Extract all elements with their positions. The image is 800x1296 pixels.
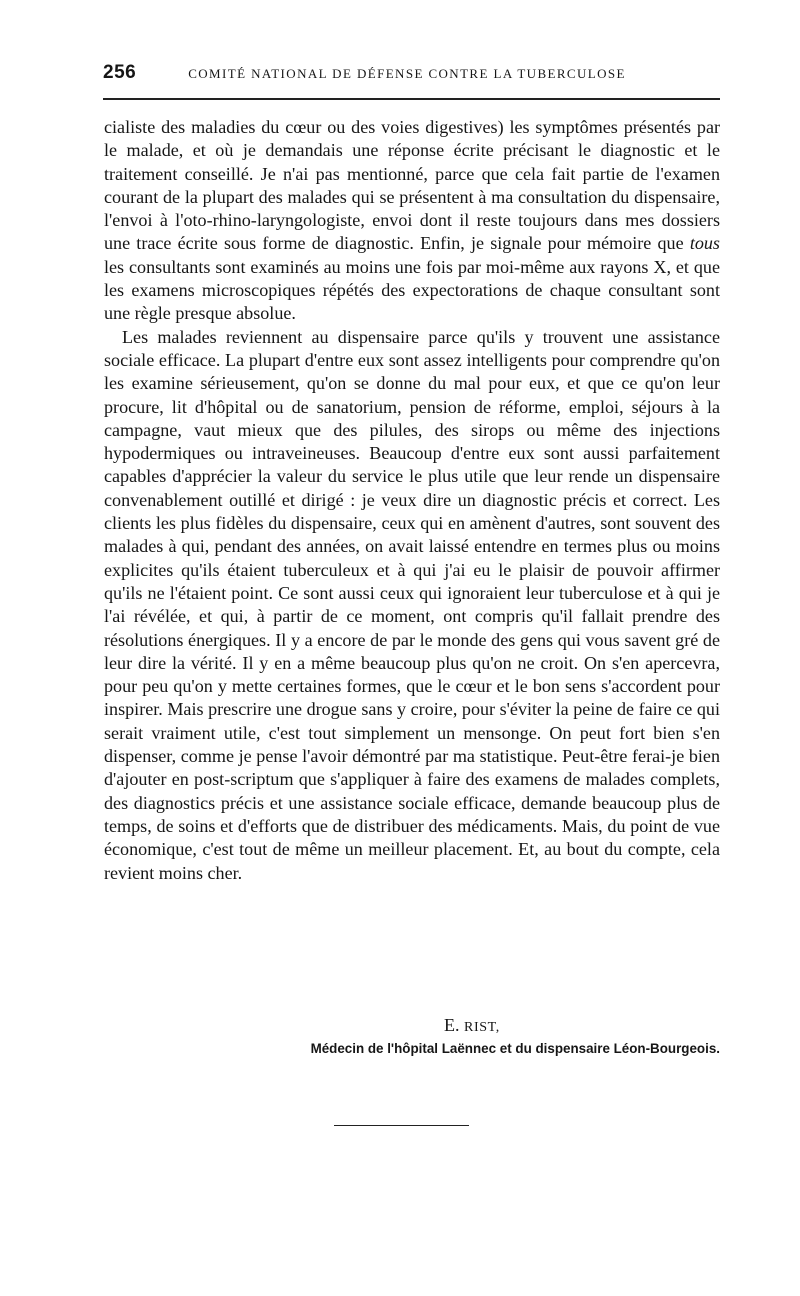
running-title: COMITÉ NATIONAL DE DÉFENSE CONTRE LA TUBERCULOSE — [188, 66, 626, 81]
author-affiliation: Médecin de l'hôpital Laënnec et du dispensaire Léon-Bourgeois. — [310, 1041, 720, 1056]
end-rule — [334, 1125, 469, 1126]
running-header — [103, 62, 720, 88]
author-surname: RIST, — [464, 1020, 500, 1035]
author-signature — [444, 1014, 500, 1039]
paragraph-2: Les malades reviennent au dispensaire parce qu'ils y trouvent une assistance sociale efficace. La plupart d'entre eux sont assez intelligents pour comprendre qu'on les examine sérieusement, qu'on se donne du mal pour eux, et que ce qu'on leur procure, lit d'hôpital ou de sanatorium, pension de réforme, emploi, séjours à la campagne, vaut mieux que des pilules, des sirops ou même des injections hypodermiques ou intraveineuses. Beaucoup d'entre eux sont aussi parfaitement capables d'apprécier la valeur du service le plus utile que leur rende un dispensaire convenablement outillé et dirigé : je veux dire un diagnostic précis et correct. Les clients les plus fidèles du dispensaire, ceux qui en amènent d'autres, sont souvent des malades à qui, pendant des années, on avait laissé entendre en termes plus ou moins explicites qu'ils étaient tuberculeux et à qui j'ai eu le plaisir de pouvoir affirmer qu'ils ne l'étaient point. Ce sont aussi ceux qui ignoraient leur tuberculose et à qui je l'ai révélée, et qui, à partir de ce moment, ont compris qu'il fallait prendre des résolutions énergiques. Il y a encore de par le monde des gens qui vous savent gré de leur dire la vérité. Il y en a même beaucoup plus qu'on ne croit. On s'en apercevra, pour peu qu'on y mette certaines formes, que le cœur et le bon sens s'accordent pour inspirer. Mais prescrire une drogue sans y croire, pour s'éviter la peine de faire ce qui serait vraiment utile, c'est tout simplement un mensonge. On peut fort bien s'en dispenser, comme je pense l'avoir démontré par ma statistique. Peut-être ferai-je bien d'ajouter en post-scriptum que s'appliquer à faire des examens de malades complets, des diagnostics précis et une assistance sociale efficace, demande beaucoup plus de temps, de soins et d'efforts que de distribuer des médicaments. Mais, du point de vue économique, c'est tout de même un meilleur placement. Et, au bout du compte, cela revient moins cher. — [104, 326, 720, 883]
header-rule — [103, 98, 720, 100]
author-initial: E. — [444, 1015, 460, 1035]
paragraph-continuation — [104, 116, 720, 326]
body-text — [104, 116, 720, 885]
emphasis-word: tous — [689, 233, 720, 254]
page-number: 256 — [103, 62, 137, 83]
paragraph-1-text-end: les consultants sont examinés au moins une fois par moi-même aux rayons X, et que les examens microscopiques répétés des expectorations de chaque consultant sont une règle presque absolue. — [104, 256, 720, 324]
paragraph-1-text-start: cialiste des maladies du cœur ou des voies digestives) les symptômes présentés par le malade, et où je demandais une réponse écrite précisant le diagnostic et le traitement conseillé. Je n'ai pas mentionné, parce que cela fait partie de l'examen courant de la plupart des malades qui se présentent à ma consultation du dispensaire, l'envoi à l'oto-rhino-laryngologiste, envoi dont il reste toujours dans mes dossiers une trace écrite sous forme de diagnostic. Enfin, je signale pour mémoire que — [104, 117, 720, 254]
